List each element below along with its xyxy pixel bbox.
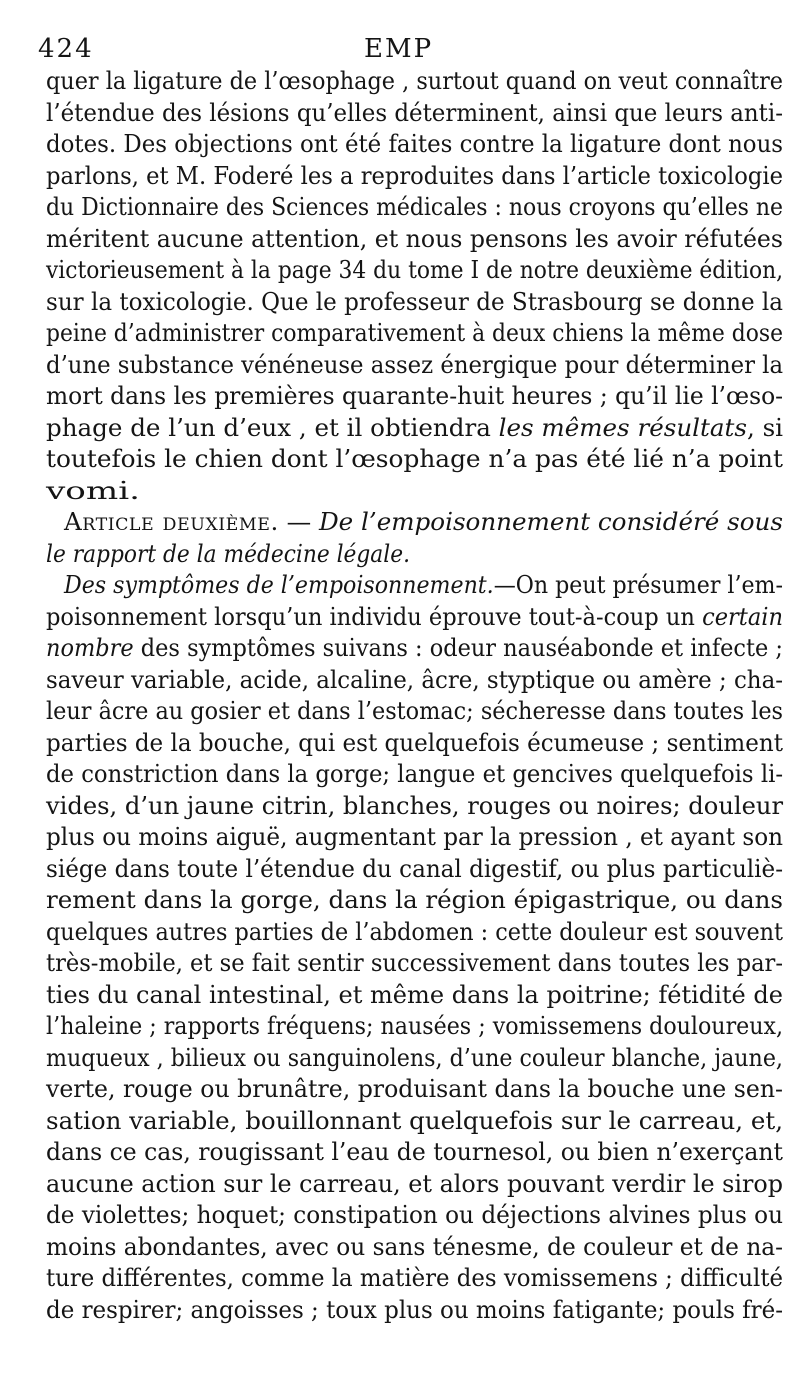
- text-line: [46, 98, 783, 128]
- text-line: [46, 1263, 783, 1293]
- text-line: [46, 1232, 783, 1262]
- italic-text: nombre: [46, 634, 134, 662]
- text-line: [46, 665, 783, 695]
- text-line: [46, 791, 783, 821]
- text-line: [46, 129, 783, 159]
- text-line: [46, 602, 783, 632]
- text-line: [46, 539, 410, 569]
- text-line: [46, 224, 783, 254]
- text-line: [46, 161, 783, 191]
- text-span: —On peut présumer l’em-: [493, 571, 783, 599]
- text-span: rement dans la gorge, dans la région épigastrique, ou dans: [46, 886, 784, 914]
- text-line: [46, 413, 783, 443]
- text-span: siége dans toute l’étendue du canal digestif, ou plus particuliè-: [46, 855, 784, 883]
- text-line: [46, 885, 783, 915]
- text-span: ture différentes, comme la matière des vomissemens ; difficulté: [46, 1264, 784, 1292]
- text-line: [46, 350, 783, 380]
- text-line: [46, 318, 783, 348]
- text-line: [46, 1106, 783, 1136]
- text-line: [46, 192, 783, 222]
- text-line: [46, 1043, 783, 1073]
- text-span: du Dictionnaire des Sciences médicales : nous croyons qu’elles ne: [46, 193, 784, 221]
- text-line: [46, 1295, 783, 1325]
- text-span: leur âcre au gosier et dans l’estomac; sécheresse dans toutes les: [46, 697, 784, 725]
- text-line: [46, 822, 783, 852]
- text-span: sation variable, bouillonnant quelquefois sur le carreau, et,: [46, 1107, 783, 1135]
- text-line: [46, 1011, 783, 1041]
- text-span: méritent aucune attention, et nous pensons les avoir réfutées: [46, 225, 784, 253]
- text-span: —: [278, 508, 319, 536]
- text-span: poisonnement lorsqu’un individu éprouve tout-à-coup un: [46, 603, 703, 631]
- text-span: vides, d’un jaune citrin, blanches, rouges ou noires; douleur: [46, 792, 783, 820]
- italic-text: les mêmes résultats: [498, 414, 747, 442]
- text-line: [46, 476, 140, 506]
- text-span: quer la ligature de l’œsophage , surtout quand on veut connaître: [46, 67, 783, 95]
- text-span: plus ou moins aiguë, augmentant par la pression , et ayant son: [46, 823, 784, 851]
- text-span: quelques autres parties de l’abdomen : cette douleur est souvent: [46, 918, 784, 946]
- text-span: d’une substance vénéneuse assez énergique pour déterminer la: [46, 351, 784, 379]
- text-line: [46, 917, 783, 947]
- text-line: [46, 1137, 783, 1167]
- text-span: phage de l’un d’eux , et il obtiendra: [46, 414, 499, 442]
- text-span: aucune action sur le carreau, et alors pouvant verdir le sirop: [46, 1170, 784, 1198]
- text-span: des symptômes suivans : odeur nauséabonde et infecte ;: [133, 634, 783, 662]
- section-heading: Article deuxième.: [64, 508, 279, 536]
- text-span: victorieusement à la page 34 du tome I de notre deuxième édition,: [46, 256, 784, 284]
- italic-text: certain: [702, 603, 784, 631]
- text-span: très-mobile, et se fait sentir successivement dans toutes les par-: [46, 949, 783, 977]
- italic-text: le rapport de la médecine légale.: [46, 540, 410, 568]
- text-span: , si: [746, 414, 784, 442]
- text-span: saveur variable, acide, alcaline, âcre, styptique ou amère ; cha-: [46, 666, 783, 694]
- text-line: [46, 1169, 783, 1199]
- text-line: [46, 255, 783, 285]
- text-line: [46, 287, 783, 317]
- text-span: parties de la bouche, qui est quelquefois écumeuse ; sentiment: [46, 729, 783, 757]
- italic-text: De l’empoisonnement considéré sous: [318, 508, 783, 536]
- text-line: [46, 1200, 783, 1230]
- text-line: [46, 381, 783, 411]
- italic-text: Des symptômes de l’empoisonnement.: [64, 571, 494, 599]
- text-line: [46, 759, 783, 789]
- text-line: [46, 854, 783, 884]
- text-line: [46, 1074, 783, 1104]
- text-line: [46, 66, 783, 96]
- text-line: [46, 444, 783, 474]
- text-line: [46, 696, 783, 726]
- text-span: parlons, et M. Foderé les a reproduites dans l’article toxicologie: [46, 162, 783, 190]
- text-span: verte, rouge ou brunâtre, produisant dans la bouche une sen-: [46, 1075, 784, 1103]
- running-title: EMP: [364, 34, 434, 64]
- text-line: [46, 948, 783, 978]
- text-line: [46, 728, 783, 758]
- text-line: [64, 570, 783, 600]
- text-span: de violettes; hoquet; constipation ou déjections alvines plus ou: [46, 1201, 784, 1229]
- text-span: moins abondantes, avec ou sans ténesme, de couleur et de na-: [46, 1233, 784, 1261]
- text-span: de constriction dans la gorge; langue et gencives quelquefois li-: [46, 760, 784, 788]
- text-span: l’haleine ; rapports fréquens; nausées ; vomissemens douloureux,: [46, 1012, 784, 1040]
- text-span: toutefois le chien dont l’œsophage n’a pas été lié n’a point: [46, 445, 783, 473]
- text-span: dotes. Des objections ont été faites contre la ligature dont nous: [46, 130, 784, 158]
- text-span: ties du canal intestinal, et même dans la poitrine; fétidité de: [46, 981, 784, 1009]
- text-line: [46, 980, 783, 1010]
- text-span: muqueux , bilieux ou sanguinolens, d’une couleur blanche, jaune,: [46, 1044, 783, 1072]
- text-span: dans ce cas, rougissant l’eau de tournesol, ou bien n’exerçant: [46, 1138, 783, 1166]
- text-line: [64, 507, 783, 537]
- text-span: sur la toxicologie. Que le professeur de Strasbourg se donne la: [46, 288, 784, 316]
- text-span: de respirer; angoisses ; toux plus ou moins fatigante; pouls fré-: [46, 1296, 783, 1324]
- text-span: peine d’administrer comparativement à deux chiens la même dose: [46, 319, 784, 347]
- text-span: l’étendue des lésions qu’elles déterminent, ainsi que leurs anti-: [46, 99, 783, 127]
- text-span: vomi.: [46, 477, 141, 505]
- text-span: mort dans les premières quarante-huit heures ; qu’il lie l’œso-: [46, 382, 784, 410]
- page-number: 424: [38, 34, 94, 64]
- text-line: [46, 633, 783, 663]
